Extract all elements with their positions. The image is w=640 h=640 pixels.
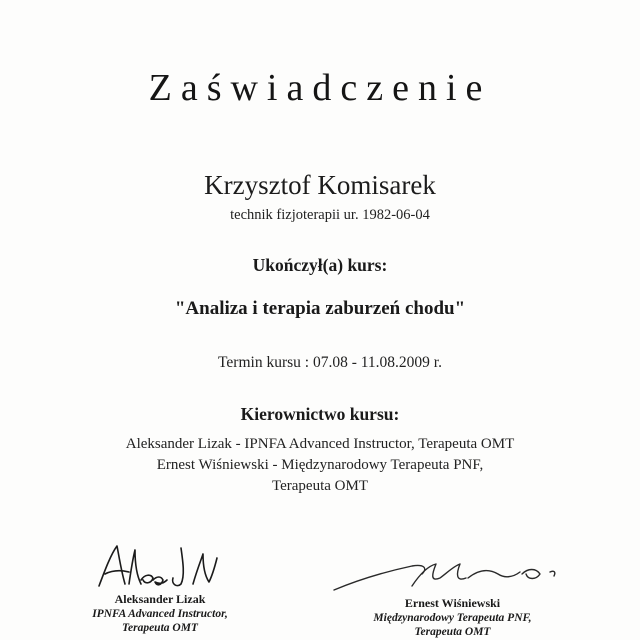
leadership-line: Aleksander Lizak - IPNFA Advanced Instructor, Terapeuta OMT [125,436,515,452]
leadership-line: Ernest Wiśniewski - Międzynarodowy Terapeuta PNF, [156,457,484,473]
signatory-role-line: Terapeuta OMT [122,622,198,634]
signatory-name: Ernest Wiśniewski [404,596,501,610]
signatory-name: Aleksander Lizak [114,592,206,606]
recipient-details: technik fizjoterapii ur. 1982-06-04 [230,207,430,223]
leadership-heading: Kierownictwo kursu: [240,404,400,424]
leadership-line: Terapeuta OMT [272,478,368,494]
course-name: "Analiza i terapia zaburzeń chodu" [174,298,466,319]
course-term: Termin kursu : 07.08 - 11.08.2009 r. [218,354,442,371]
handwritten-signature-wisniewski [328,556,578,596]
signatory-role-line: IPNFA Advanced Instructor, [92,608,228,620]
leadership-list [0,434,640,497]
signatory-role-line: Międzynarodowy Terapeuta PNF, [373,612,532,624]
handwritten-signature-lizak [85,540,235,592]
recipient-name: Krzysztof Komisarek [204,170,436,200]
certificate-title: Zaświadczenie [148,67,492,109]
signature-block-lizak [60,540,260,635]
signature-block-wisniewski [320,556,585,639]
completed-course-label: Ukończył(a) kurs: [252,255,388,275]
signatory-role-line: Terapeuta OMT [414,626,491,638]
